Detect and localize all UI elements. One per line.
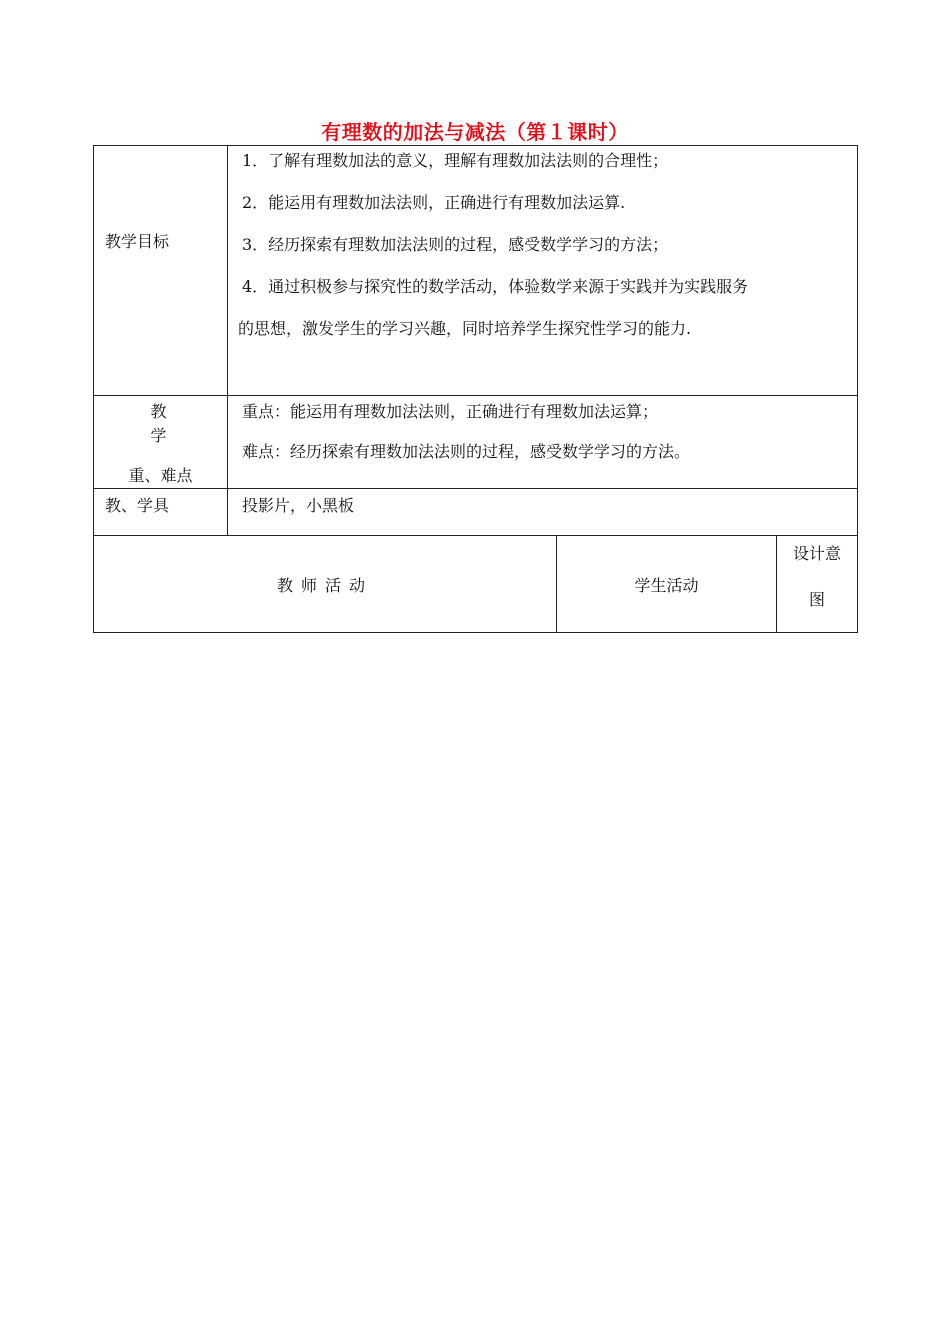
key-points-row <box>94 396 858 489</box>
teacher-activity-header <box>94 536 557 633</box>
key-points-content <box>228 396 858 489</box>
design-intent-line2: 图 <box>809 590 826 609</box>
key-points-label <box>94 396 228 489</box>
goal-item-1: 1．了解有理数加法的意义，理解有理数加法法则的合理性； <box>242 151 669 170</box>
key-focus: 重点：能运用有理数加法法则，正确进行有理数加法运算； <box>242 402 659 421</box>
goals-row <box>94 146 858 396</box>
tools-row <box>94 489 858 536</box>
lesson-plan-table <box>93 145 858 633</box>
page-title: 有理数的加法与减法（第１课时） <box>321 120 629 144</box>
tools-label: 教、学具 <box>94 489 228 536</box>
activity-header-row <box>94 536 858 633</box>
goal-item-3: 3．经历探索有理数加法法则的过程，感受数学学习的方法； <box>242 235 669 254</box>
design-intent-line1: 设计意 <box>793 544 842 563</box>
design-intent-header <box>777 536 858 633</box>
goals-content <box>228 146 858 396</box>
goal-item-4-text: 4．通过积极参与探究性的数学活动，体验数学来源于实践并为实践服务 <box>242 277 749 296</box>
key-points-label-line1: 教学 <box>150 402 211 445</box>
student-activity-header: 学生活动 <box>557 536 777 633</box>
goal-item-4-continued: 的思想，激发学生的学习兴趣，同时培养学生探究性学习的能力. <box>238 319 692 338</box>
goal-item-4 <box>238 266 849 350</box>
teacher-activity-label: 教师活动 <box>276 575 373 595</box>
key-points-label-line2: 重、难点 <box>128 466 193 485</box>
goal-item-2: 2．能运用有理数加法法则，正确进行有理数加法运算. <box>242 193 626 212</box>
goals-label: 教学目标 <box>94 146 228 396</box>
key-difficulty: 难点：经历探索有理数加法法则的过程，感受数学学习的方法。 <box>242 442 691 461</box>
tools-value: 投影片，小黑板 <box>228 489 858 536</box>
